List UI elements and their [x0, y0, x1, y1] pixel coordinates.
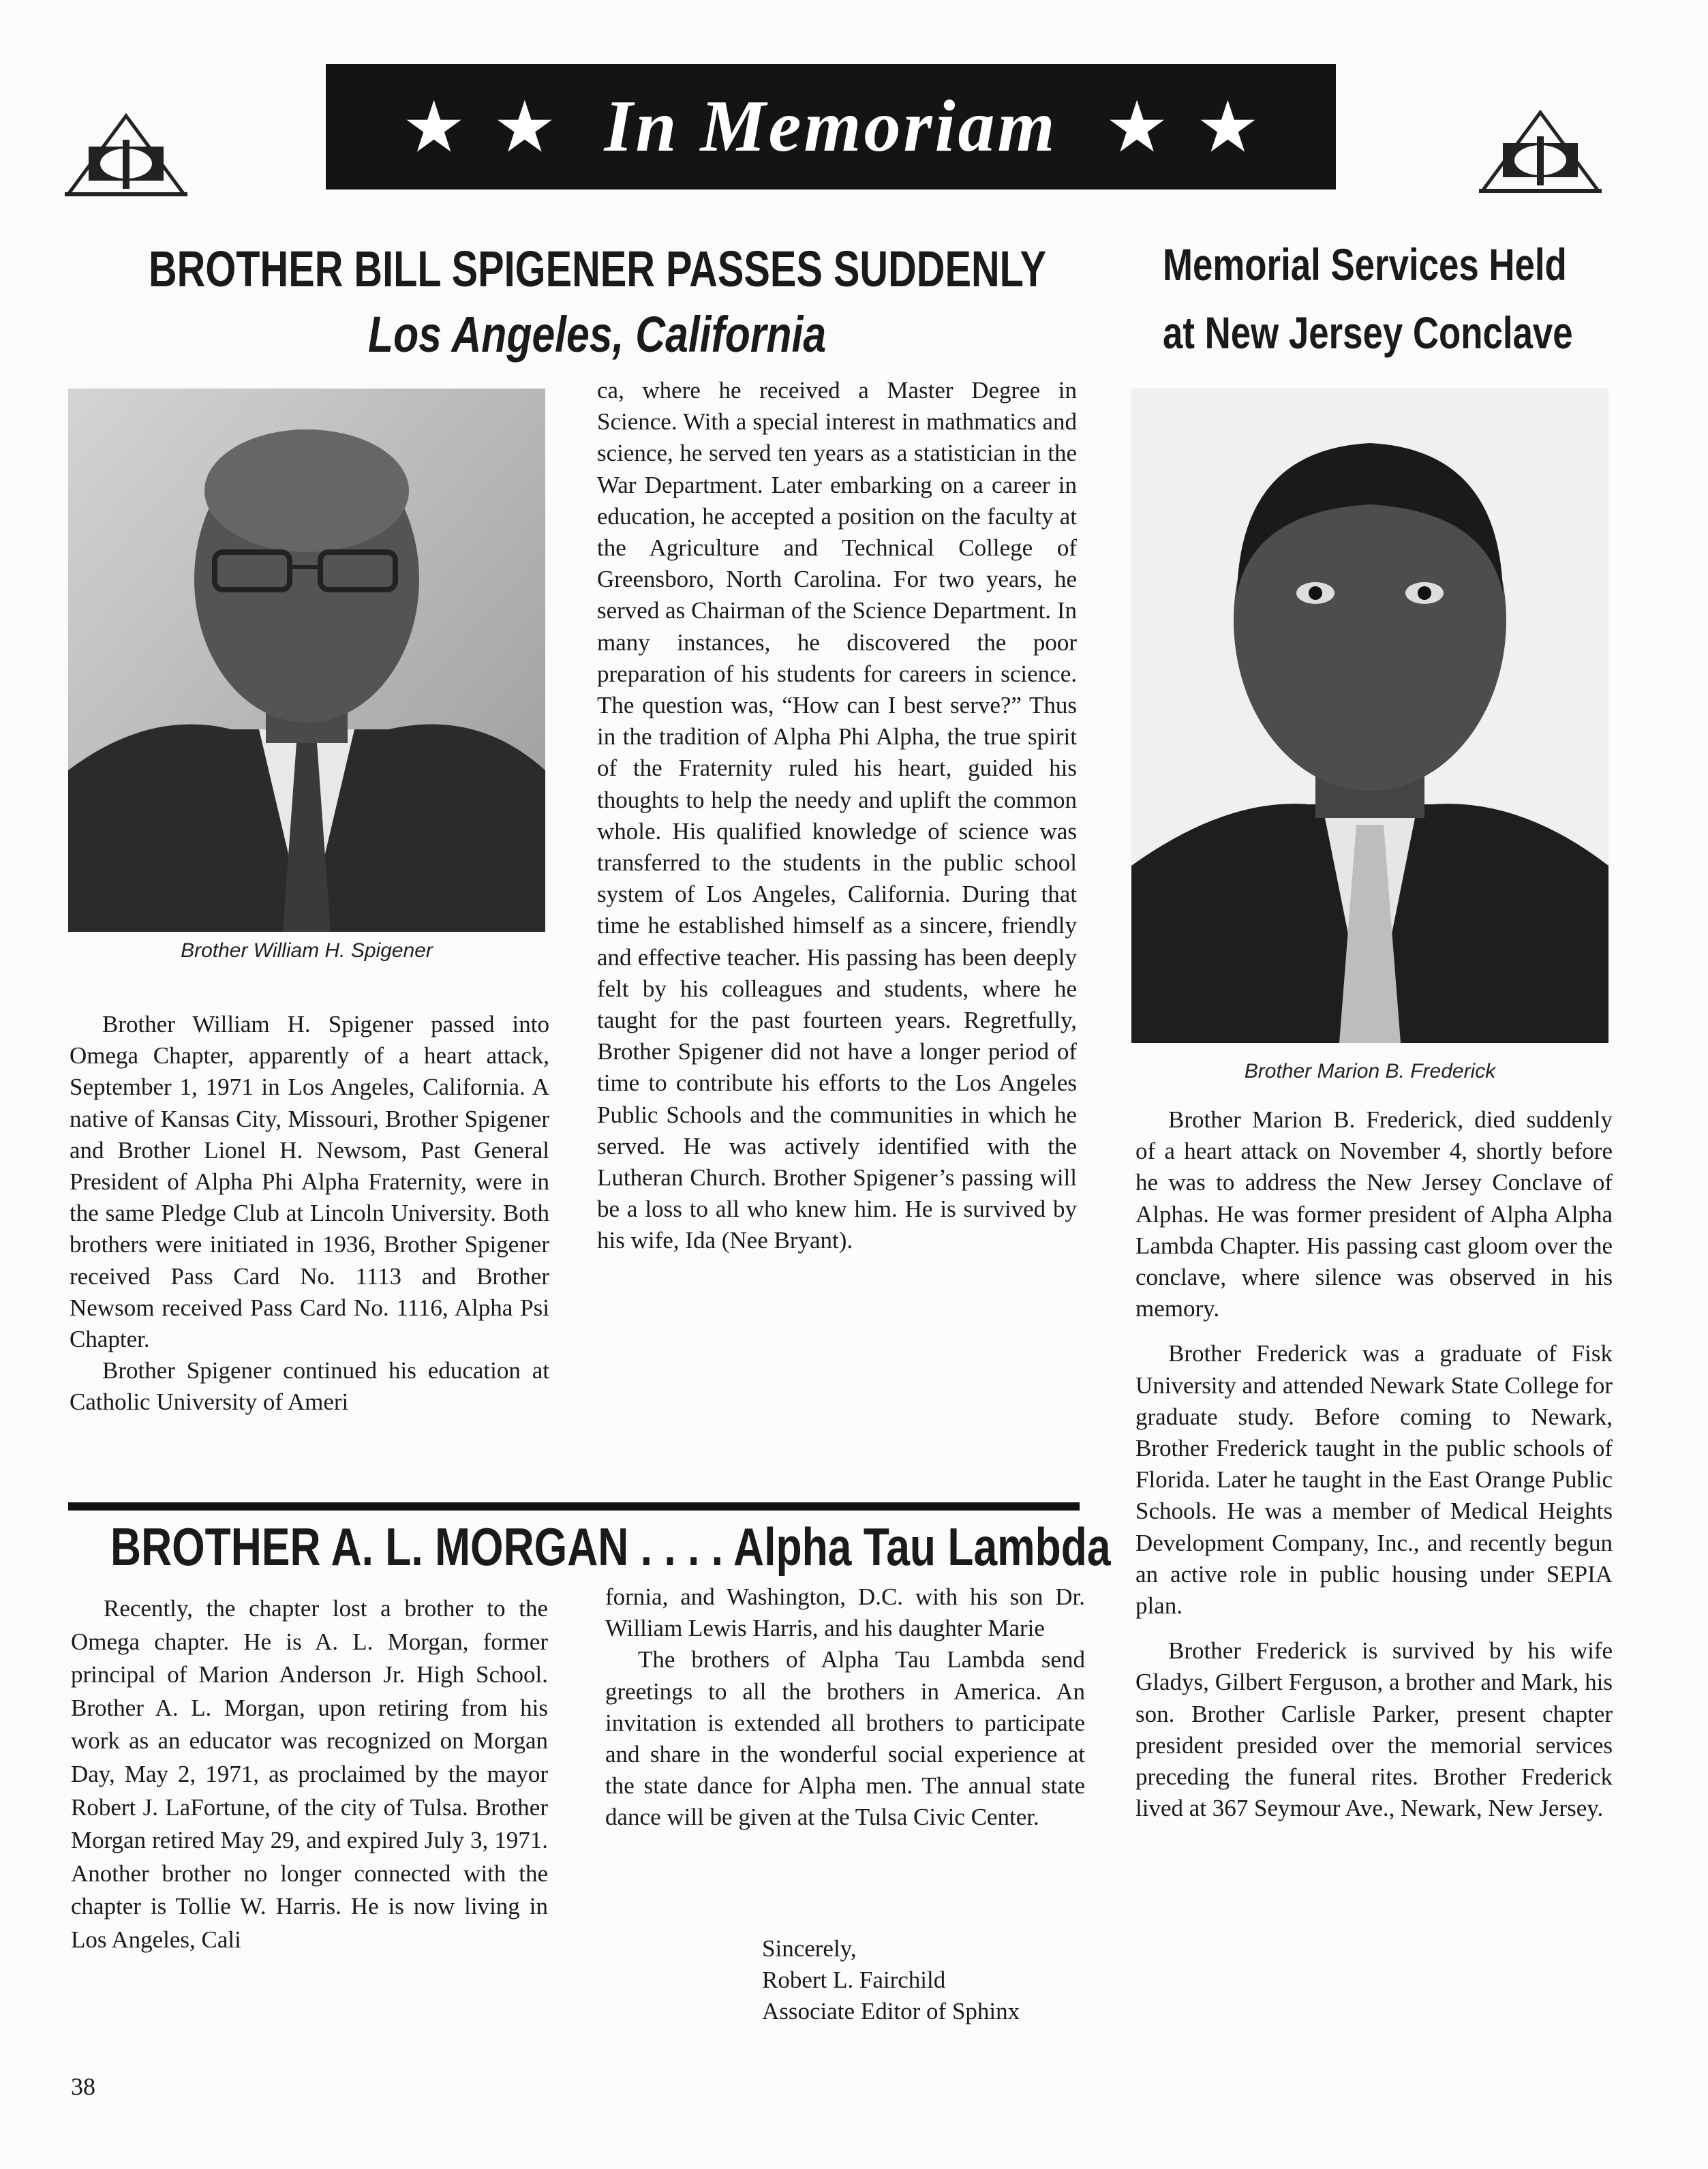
- morgan-headline-name: BROTHER A. L. MORGAN: [110, 1517, 629, 1577]
- paragraph: Brother Frederick is survived by his wife Gladys, Gilbert Ferguson, a brother and Mark, his son. Brother Carlisle Parker, present chapter president presided over the memorial services preceding the funeral rites. Brother Frederick lived at 367 Seymour Ave., Newark, New Jersey.: [1135, 1637, 1613, 1822]
- banner-title: In Memoriam: [604, 86, 1058, 167]
- star-icon: ★: [1105, 85, 1169, 168]
- page-number: 38: [71, 2073, 95, 2100]
- spigener-photo-caption: Brother William H. Spigener: [181, 939, 433, 962]
- paragraph: Brother Frederick was a graduate of Fisk University and attended Newark State College for graduate study. Before coming to Newark, Brother Frederick taught in the public schools of Florida. Later he taught in the East Orange Public Schools. He was a member of Medical Heights Development Company, Inc., and recently begun an active role in public housing under SEPIA plan.: [1135, 1340, 1613, 1620]
- paragraph: Brother William H. Spigener passed into Omega Chapter, apparently of a heart attack, September 1, 1971 in Los Angeles, California. A native of Kansas City, Missouri, Brother Spigener and Brother Lionel H. Newsom, Past General President of Alpha Phi Alpha Fraternity, were in the same Pledge Club at Lincoln University. Both brothers were initiated in 1936, Brother Spigener received Pass Card No. 1113 and Brother Newsom received Pass Card No. 1116, Alpha Psi Chapter.: [70, 1011, 549, 1353]
- star-icon: ★: [493, 85, 557, 168]
- paragraph: Brother Marion B. Frederick, died suddenly of a heart attack on November 4, shortly before he was to address the New Jersey Conclave of Alphas. He was former president of Alpha Alpha Lambda Chapter. His passing cast gloom over the conclave, where silence was observed in his memory.: [1135, 1106, 1613, 1322]
- spigener-location: Los Angeles, California: [368, 306, 827, 363]
- morgan-column-2: [605, 1581, 1085, 1834]
- paragraph: Brother Spigener continued his education at Catholic University of Ameri: [70, 1357, 549, 1416]
- spigener-column-2: [597, 375, 1077, 1257]
- fraternity-crest-right: [1476, 106, 1605, 194]
- spigener-column-1: [70, 1009, 549, 1419]
- frederick-portrait: [1131, 389, 1608, 1043]
- frederick-photo-caption: Brother Marion B. Frederick: [1244, 1060, 1496, 1082]
- morgan-headline: [110, 1516, 1111, 1578]
- spigener-portrait: [68, 389, 545, 932]
- in-memoriam-banner: [326, 64, 1336, 189]
- signoff-name: Robert L. Fairchild: [762, 1967, 946, 1993]
- morgan-headline-chapter: Alpha Tau Lambda: [733, 1517, 1111, 1577]
- morgan-headline-dots: . . . .: [640, 1517, 724, 1577]
- star-icon: ★: [401, 85, 466, 168]
- paragraph: The brothers of Alpha Tau Lambda send greetings to all the brothers in America. An invitation is extended all brothers to participate and share in the wonderful social experience at the state dance for Alpha men. The annual state dance will be given at the Tulsa Civic Center.: [605, 1646, 1085, 1831]
- signoff-title: Associate Editor of Sphinx: [762, 1998, 1020, 2024]
- section-divider: [68, 1502, 1080, 1511]
- frederick-column: [1135, 1104, 1613, 1824]
- fraternity-crest-left: [61, 109, 191, 198]
- frederick-headline-line1: Memorial Services Held: [1163, 239, 1567, 290]
- spigener-headline: BROTHER BILL SPIGENER PASSES SUDDENLY: [149, 241, 1047, 297]
- morgan-column-1: [71, 1592, 548, 1957]
- paragraph: fornia, and Washington, D.C. with his son Dr. William Lewis Harris, and his daughter Marie: [605, 1583, 1085, 1642]
- paragraph: ca, where he received a Master Degree in Science. With a special interest in mathmatics and science, he served ten years as a statistician in the War Department. Later embarking on a career in education, he accepted a position on the faculty at the Agriculture and Technical College of Greensboro, North Carolina. For two years, he served as Chairman of the Science Department. In many instances, he discovered the poor preparation of his students for careers in science. The question was, “How can I best serve?” Thus in the tradition of Alpha Phi Alpha, the true spirit of the Fraternity ruled his heart, guided his thoughts to help the needy and uplift the common whole. His qualified knowledge of science was transferred to the students in the public school system of Los Angeles, California. During that time he established himself as a sincere, friendly and effective teacher. His passing has been deeply felt by his colleagues and students, where he taught for the past fourteen years. Regretfully, Brother Spigener did not have a longer period of time to contribute his efforts to the Los Angeles Public Schools and the communities in which he served. He was actively identified with the Lutheran Church. Brother Spigener’s passing will be a loss to all who knew him. He is survived by his wife, Ida (Nee Bryant).: [597, 377, 1077, 1254]
- signoff-closing: Sincerely,: [762, 1935, 857, 1962]
- paragraph: Recently, the chapter lost a brother to the Omega chapter. He is A. L. Morgan, former principal of Marion Anderson Jr. High School. Brother A. L. Morgan, upon retiring from his work as an educator was recognized on Morgan Day, May 2, 1971, as proclaimed by the mayor Robert J. LaFortune, of the city of Tulsa. Brother Morgan retired May 29, and expired July 3, 1971. Another brother no longer connected with the chapter is Tollie W. Harris. He is now living in Los Angeles, Cali: [71, 1595, 548, 1953]
- signoff: [762, 1933, 1020, 2027]
- star-icon: ★: [1195, 85, 1260, 168]
- frederick-headline-line2: at New Jersey Conclave: [1163, 307, 1573, 358]
